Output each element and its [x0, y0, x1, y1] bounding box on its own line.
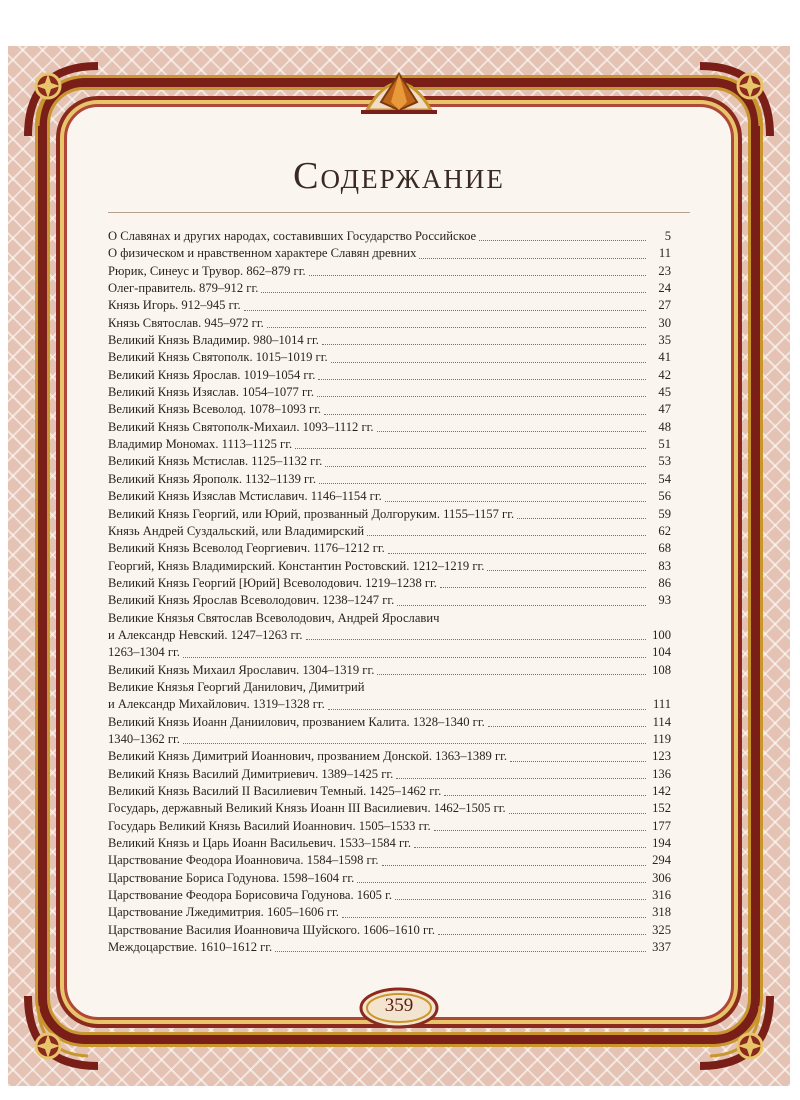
toc-entry-page: 5	[664, 229, 671, 243]
toc-dot-leader	[267, 327, 646, 328]
toc-entry-page: 48	[658, 419, 671, 434]
toc-entry-page: 325	[652, 922, 671, 937]
toc-dot-leader	[434, 830, 646, 831]
toc-entry-page: 83	[658, 558, 671, 573]
book-page	[8, 46, 790, 1086]
toc-entry-page: 104	[652, 645, 671, 660]
toc-dot-leader	[479, 240, 646, 241]
toc-dot-leader	[440, 587, 646, 588]
toc-entry	[108, 766, 671, 783]
toc-entry-page: 194	[652, 836, 671, 851]
toc-entry	[108, 783, 671, 800]
toc-dot-leader	[331, 362, 646, 363]
toc-entry	[108, 488, 671, 505]
toc-dot-leader	[414, 847, 646, 848]
toc-entry-title: Великий Князь Всеволод Георгиевич. 1176–1212 гг.	[108, 541, 385, 556]
toc-entry-page: 100	[652, 627, 671, 642]
toc-dot-leader	[487, 570, 646, 571]
toc-entry-title: Великий Князь Михаил Ярославич. 1304–1319 гг.	[108, 662, 375, 677]
toc-entry-page: 86	[658, 575, 671, 590]
toc-dot-leader	[419, 258, 646, 259]
toc-entry	[108, 384, 671, 401]
toc-dot-leader	[397, 605, 646, 606]
toc-entry	[108, 332, 671, 349]
toc-entry-title: Царствование Феодора Иоанновича. 1584–1598 гг.	[108, 853, 379, 868]
toc-entry-title: Великий Князь Мстислав. 1125–1132 гг.	[108, 454, 323, 469]
title-divider	[108, 212, 690, 213]
toc-dot-leader	[377, 431, 646, 432]
toc-entry-page: 27	[658, 298, 671, 313]
toc-entry-title: Государь, державный Великий Князь Иоанн III Василиевич. 1462–1505 гг.	[108, 801, 506, 816]
toc-entry	[108, 297, 671, 314]
toc-dot-leader	[367, 535, 646, 536]
toc-entry	[108, 436, 671, 453]
toc-dot-leader	[396, 778, 646, 779]
toc-entry	[108, 367, 671, 384]
toc-entry-page: 62	[658, 523, 671, 538]
toc-entry-page: 42	[658, 367, 671, 382]
toc-dot-leader	[388, 553, 646, 554]
toc-entry-line: Великие Князья Святослав Всеволодович, Андрей Ярославич	[108, 610, 440, 625]
toc-entry-page: 136	[652, 766, 671, 781]
toc-dot-leader	[342, 917, 646, 918]
toc-entry	[108, 419, 671, 436]
toc-entry-title: Великий Князь Всеволод. 1078–1093 гг.	[108, 402, 322, 417]
toc-entry-page: 316	[652, 888, 671, 903]
toc-entry-title: Владимир Мономах. 1113–1125 гг.	[108, 437, 293, 452]
toc-entry-page: 337	[652, 940, 671, 955]
toc-entry-page: 30	[658, 315, 671, 330]
toc-dot-leader	[517, 518, 646, 519]
toc-entry-page: 47	[658, 402, 671, 417]
toc-entry-page: 59	[658, 506, 671, 521]
toc-entry	[108, 280, 671, 297]
toc-entry-title: Великий Князь Святополк. 1015–1019 гг.	[108, 350, 328, 365]
toc-entry	[108, 506, 671, 523]
toc-entry-title: О Славянах и других народах, составивших Государство Российское	[108, 229, 477, 243]
toc-dot-leader	[309, 275, 646, 276]
toc-entry-title: Великий Князь Изяслав Мстиславич. 1146–1154 гг.	[108, 489, 382, 504]
toc-entry-page: 123	[652, 749, 671, 764]
toc-entry-page: 111	[653, 697, 671, 712]
toc-entry-title: 1340–1362 гг.	[108, 731, 180, 746]
page-title: Содержание	[293, 155, 505, 197]
toc-entry-title: О физическом и нравственном характере Славян древних	[108, 246, 417, 261]
toc-entry-title: и Александр Михайлович. 1319–1328 гг.	[108, 697, 325, 712]
toc-entry-title: Царствование Феодора Борисовича Годунова. 1605 г.	[108, 888, 392, 903]
toc-dot-leader	[444, 795, 646, 796]
toc-entry-title: Великий Князь Василий II Василиевич Темный. 1425–1462 гг.	[108, 784, 442, 798]
toc-entry	[108, 401, 671, 418]
toc-entry-page: 68	[658, 541, 671, 556]
toc-entry-page: 294	[652, 853, 671, 868]
toc-entry-page: 23	[658, 263, 671, 278]
toc-dot-leader	[510, 761, 646, 762]
toc-entry	[108, 453, 671, 470]
toc-entry-title: Междоцарствие. 1610–1612 гг.	[108, 940, 273, 955]
toc-entry-title: Великий Князь Иоанн Даниилович, прозванием Калита. 1328–1340 гг.	[108, 714, 485, 729]
toc-entry	[108, 800, 671, 817]
toc-entry-title: Князь Игорь. 912–945 гг.	[108, 298, 241, 313]
toc-entry	[108, 627, 671, 644]
toc-entry-title: Великий Князь Ярослав Всеволодович. 1238–1247 гг.	[108, 593, 395, 608]
toc-entry	[108, 852, 671, 869]
toc-dot-leader	[319, 483, 646, 484]
toc-entry-page: 318	[652, 905, 671, 920]
toc-entry-title: Великий Князь Ярослав. 1019–1054 гг.	[108, 367, 316, 382]
toc-dot-leader	[275, 951, 646, 952]
toc-dot-leader	[318, 379, 646, 380]
toc-entry-title: Олег-правитель. 879–912 гг.	[108, 281, 259, 296]
toc-entry-line: Великие Князья Георгий Данилович, Димитрий	[108, 679, 365, 694]
toc-entry	[108, 835, 671, 852]
toc-entry	[108, 540, 671, 557]
page-number: 359	[384, 995, 414, 1016]
toc-dot-leader	[382, 865, 646, 866]
toc-entry	[108, 662, 671, 679]
toc-entry	[108, 870, 671, 887]
toc-entry	[108, 592, 671, 609]
toc-entry	[108, 887, 671, 904]
toc-entry	[108, 228, 671, 245]
page-number-medallion	[358, 986, 440, 1030]
toc-entry-title: Великий Князь и Царь Иоанн Васильевич. 1533–1584 гг.	[108, 836, 412, 851]
toc-entry	[108, 644, 671, 661]
toc-entry	[108, 696, 671, 713]
toc-dot-leader	[324, 414, 646, 415]
toc-entry-title: Князь Андрей Суздальский, или Владимирский	[108, 523, 365, 538]
toc-dot-leader	[183, 743, 646, 744]
toc-entry	[108, 575, 671, 592]
toc-dot-leader	[295, 448, 646, 449]
toc-entry-title: 1263–1304 гг.	[108, 645, 180, 660]
toc-entry	[108, 939, 671, 956]
toc-dot-leader	[328, 709, 646, 710]
toc-entry-title: Великий Князь Георгий [Юрий] Всеволодович. 1219–1238 гг.	[108, 575, 437, 590]
toc-entry-title: Рюрик, Синеус и Трувор. 862–879 гг.	[108, 263, 306, 278]
toc-entry-page: 108	[652, 662, 671, 677]
toc-entry-title: Великий Князь Святополк-Михаил. 1093–1112 гг.	[108, 419, 374, 434]
toc-entry-page: 114	[652, 714, 671, 729]
toc-entry-page: 54	[658, 471, 671, 486]
toc-entry	[108, 263, 671, 280]
toc-entry	[108, 245, 671, 262]
toc-entry	[108, 731, 671, 748]
toc-entry-page: 152	[652, 801, 671, 816]
toc-entry	[108, 748, 671, 765]
toc-dot-leader	[322, 344, 646, 345]
toc-dot-leader	[357, 882, 646, 883]
toc-entry-page: 93	[658, 593, 671, 608]
toc-dot-leader	[385, 501, 646, 502]
toc-entry-title: Великий Князь Георгий, или Юрий, прозванный Долгоруким. 1155–1157 гг.	[108, 506, 515, 521]
toc-entry-page: 177	[652, 818, 671, 833]
toc-entry	[108, 714, 671, 731]
toc-entry-title: Великий Князь Василий Димитриевич. 1389–1425 гг.	[108, 766, 394, 781]
toc-entry-page: 24	[658, 281, 671, 296]
toc-entry-page: 51	[658, 437, 671, 452]
toc-entry-page: 56	[658, 489, 671, 504]
toc-entry-title: Георгий, Князь Владимирский. Константин Ростовский. 1212–1219 гг.	[108, 558, 485, 573]
toc-entry	[108, 315, 671, 332]
toc-dot-leader	[377, 674, 646, 675]
toc-dot-leader	[325, 466, 646, 467]
toc-entry-title: Царствование Василия Иоанновича Шуйского. 1606–1610 гг.	[108, 922, 436, 937]
toc-dot-leader	[261, 292, 646, 293]
toc-entry-page: 306	[652, 870, 671, 885]
toc-entry-page: 41	[658, 350, 671, 365]
toc-entry	[108, 523, 671, 540]
toc-entry-title: Царствование Бориса Годунова. 1598–1604 гг.	[108, 870, 355, 885]
toc-dot-leader	[183, 657, 646, 658]
toc-dot-leader	[244, 310, 646, 311]
toc-entry	[108, 904, 671, 921]
toc-dot-leader	[306, 639, 646, 640]
toc-dot-leader	[509, 813, 646, 814]
toc-dot-leader	[395, 899, 646, 900]
toc-entry	[108, 471, 671, 488]
toc-entry-page: 53	[658, 454, 671, 469]
toc-entry-page: 11	[658, 246, 671, 261]
toc-entry	[108, 818, 671, 835]
toc-entry-title: Царствование Лжедимитрия. 1605–1606 гг.	[108, 905, 339, 920]
toc-entry-title: Великий Князь Изяслав. 1054–1077 гг.	[108, 385, 315, 400]
toc-dot-leader	[317, 396, 646, 397]
toc-dot-leader	[438, 934, 646, 935]
toc-entry	[108, 558, 671, 575]
toc-entry-title: Великий Князь Димитрий Иоаннович, прозванием Донской. 1363–1389 гг.	[108, 749, 508, 764]
toc-dot-leader	[488, 726, 646, 727]
toc-entry	[108, 349, 671, 366]
table-of-contents	[108, 228, 671, 956]
toc-entry-page: 35	[658, 333, 671, 348]
toc-entry-page: 119	[652, 731, 671, 746]
toc-entry-title: Князь Святослав. 945–972 гг.	[108, 315, 264, 330]
toc-entry-title: Великий Князь Ярополк. 1132–1139 гг.	[108, 471, 317, 486]
amber-gem-icon	[359, 62, 439, 118]
toc-entry	[108, 922, 671, 939]
toc-entry-title: и Александр Невский. 1247–1263 гг.	[108, 627, 303, 642]
toc-entry-page: 45	[658, 385, 671, 400]
toc-entry-title: Государь Великий Князь Василий Иоаннович. 1505–1533 гг.	[108, 818, 431, 833]
toc-entry-title: Великий Князь Владимир. 980–1014 гг.	[108, 333, 319, 348]
toc-entry-page: 142	[652, 784, 671, 798]
